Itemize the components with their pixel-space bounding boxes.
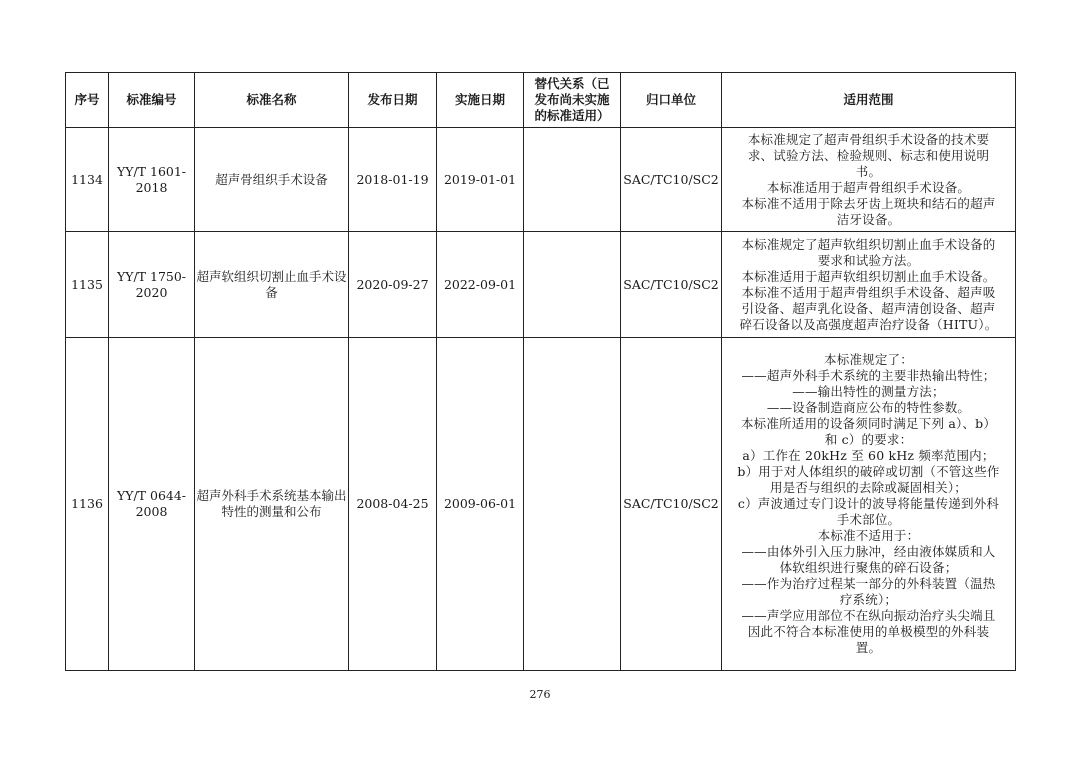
scope-line: b）用于对人体组织的破碎或切割（不管这些作 <box>737 464 1000 479</box>
header-unit: 归口单位 <box>621 73 722 128</box>
row-scope <box>722 232 1016 338</box>
scope-line: ——设备制造商应公布的特性参数。 <box>766 400 971 415</box>
scope-line: ——超声外科手术系统的主要非热输出特性； <box>741 368 996 383</box>
scope-line: 手术部位。 <box>836 512 901 527</box>
scope-line: 置。 <box>855 640 882 655</box>
header-name: 标准名称 <box>195 73 349 128</box>
header-replacement: 替代关系（已发布尚未实施的标准适用） <box>524 73 621 128</box>
row-implement-date: 2022-09-01 <box>437 232 524 338</box>
row-seq: 1136 <box>66 338 109 671</box>
row-unit: SAC/TC10/SC2 <box>621 338 722 671</box>
scope-line: 用是否与组织的去除或凝固相关）； <box>770 480 967 495</box>
scope-line: a）工作在 20kHz 至 60 kHz 频率范围内； <box>742 448 995 463</box>
row-replacement <box>524 128 621 232</box>
row-unit: SAC/TC10/SC2 <box>621 128 722 232</box>
scope-line: 本标准不适用于： <box>817 528 920 543</box>
scope-line: 碎石设备以及高强度超声治疗设备（HITU）。 <box>739 316 998 332</box>
row-scope <box>722 338 1016 671</box>
scope-line: 洁牙设备。 <box>836 211 901 227</box>
row-scope <box>722 128 1016 232</box>
scope-line: 要求和试验方法。 <box>817 252 920 268</box>
table-row <box>66 338 1016 671</box>
header-implement-date: 实施日期 <box>437 73 524 128</box>
header-publish-date: 发布日期 <box>349 73 437 128</box>
row-implement-date: 2009-06-01 <box>437 338 524 671</box>
row-replacement <box>524 338 621 671</box>
scope-line: ——声学应用部位不在纵向振动治疗头尖端且 <box>741 608 996 623</box>
scope-line: 本标准不适用于除去牙齿上斑块和结石的超声 <box>741 195 996 211</box>
scope-line: ——输出特性的测量方法； <box>792 384 945 399</box>
header-scope: 适用范围 <box>722 73 1016 128</box>
scope-line: 本标准规定了超声骨组织手术设备的技术要 <box>747 131 990 147</box>
scope-line: 本标准所适用的设备须同时满足下列 a）、b） <box>740 416 997 431</box>
row-seq: 1134 <box>66 128 109 232</box>
row-code: YY/T 1750-2020 <box>109 232 195 338</box>
scope-line: 因此不符合本标准使用的单极模型的外科装 <box>747 624 990 639</box>
scope-line: 本标准适用于超声软组织切割止血手术设备。 <box>741 268 996 284</box>
scope-line: c）声波通过专门设计的波导将能量传递到外科 <box>737 496 1000 511</box>
row-name: 超声外科手术系统基本输出特性的测量和公布 <box>195 338 349 671</box>
scope-line: 本标准适用于超声骨组织手术设备。 <box>766 179 971 195</box>
scope-line: 本标准规定了超声软组织切割止血手术设备的 <box>741 236 996 252</box>
table-row <box>66 232 1016 338</box>
row-publish-date: 2008-04-25 <box>349 338 437 671</box>
scope-line: 书。 <box>855 163 882 179</box>
scope-line: ——作为治疗过程某一部分的外科装置（温热 <box>741 576 996 591</box>
scope-line: 本标准规定了： <box>824 352 913 367</box>
row-publish-date: 2018-01-19 <box>349 128 437 232</box>
row-code: YY/T 0644-2008 <box>109 338 195 671</box>
scope-line: 和 c）的要求： <box>824 432 913 447</box>
row-implement-date: 2019-01-01 <box>437 128 524 232</box>
row-code: YY/T 1601-2018 <box>109 128 195 232</box>
scope-line: 引设备、超声乳化设备、超声清创设备、超声 <box>741 300 996 316</box>
scope-line: 本标准不适用于超声骨组织手术设备、超声吸 <box>741 284 996 300</box>
header-row <box>66 73 1016 128</box>
row-name: 超声软组织切割止血手术设备 <box>195 232 349 338</box>
scope-line: 体软组织进行聚焦的碎石设备； <box>779 560 958 575</box>
row-replacement <box>524 232 621 338</box>
row-publish-date: 2020-09-27 <box>349 232 437 338</box>
scope-line: ——由体外引入压力脉冲，经由液体媒质和人 <box>741 544 996 559</box>
scope-line: 求、试验方法、检验规则、标志和使用说明 <box>747 147 990 163</box>
row-seq: 1135 <box>66 232 109 338</box>
row-unit: SAC/TC10/SC2 <box>621 232 722 338</box>
standards-table <box>65 72 1016 671</box>
header-code: 标准编号 <box>109 73 195 128</box>
header-seq: 序号 <box>66 73 109 128</box>
page-number: 276 <box>529 688 551 701</box>
table-row <box>66 128 1016 232</box>
scope-line: 疗系统）； <box>839 592 898 607</box>
row-name: 超声骨组织手术设备 <box>195 128 349 232</box>
